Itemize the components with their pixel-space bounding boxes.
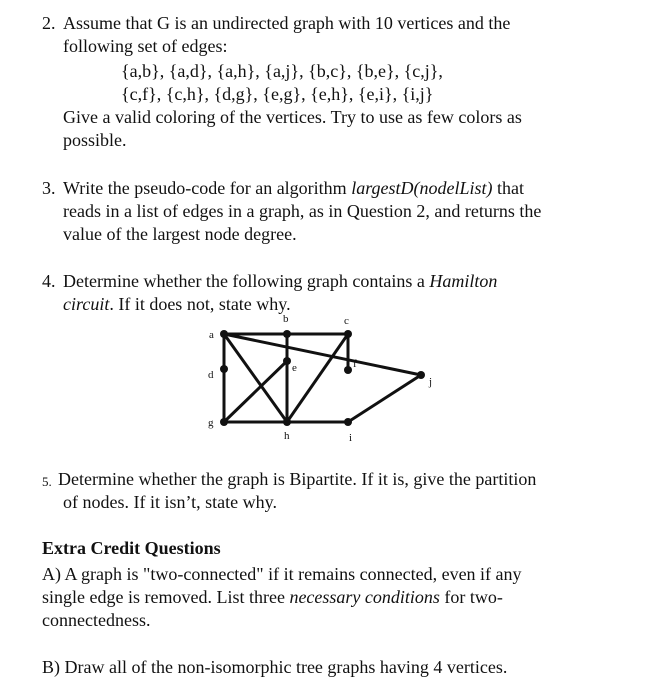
label-g: g [208,417,214,429]
edge-a-h [224,334,287,422]
label-f: f [353,358,357,370]
q2-line-1: Assume that G is an undirected graph with 10 vertices and the [63,13,511,33]
extra-a-line-3: connectedness. [42,610,151,630]
vertex-j [417,371,425,379]
graph-edges [224,334,421,422]
edge-e-g [224,361,287,422]
q5-line-1: Determine whether the graph is Bipartite. If it is, give the partition [58,469,537,489]
vertex-a [220,330,228,338]
label-c: c [344,315,349,327]
edge-c-h [287,334,348,422]
vertex-d [220,365,228,373]
extra-a-line-2 [42,586,503,609]
q2-line-4: possible. [63,130,127,150]
label-i: i [349,432,353,444]
q4-line-1-text: Determine whether the following graph contains a [63,271,430,291]
q3-line-3: value of the largest node degree. [63,224,297,244]
label-h: h [284,430,290,442]
extra-credit-heading: Extra Credit Questions [42,538,221,558]
q3-line-2: reads in a list of edges in a graph, as in Question 2, and returns the [63,201,542,221]
hamilton-term: Hamilton [429,271,498,291]
edge-set-line-1: {a,b}, {a,d}, {a,h}, {a,j}, {b,c}, {b,e}, {c,j}, [121,61,443,81]
q4-line-2-text: . If it does not, state why. [109,294,291,314]
q2-line-3: Give a valid coloring of the vertices. Try to use as few colors as [63,107,522,127]
q3-line-1-text: Write the pseudo-code for an algorithm [63,178,352,198]
question-3-number: 3. [42,178,56,198]
circuit-term: circuit [63,294,110,314]
vertex-b [283,330,291,338]
extra-a-line-2-tail: for two- [439,587,503,607]
vertex-e [283,357,291,365]
label-a: a [209,329,214,341]
necessary-conditions-term: necessary conditions [289,587,440,607]
q2-line-2: following set of edges: [63,36,228,56]
question-4-number: 4. [42,271,56,291]
extra-a-line-1: A) A graph is "two-connected" if it remains connected, even if any [42,564,522,584]
edge-i-j [348,375,421,422]
label-j: j [429,376,433,388]
label-b: b [283,313,289,325]
q3-line-1-tail: that [492,178,525,198]
extra-b-line-1: B) Draw all of the non-isomorphic tree graphs having 4 vertices. [42,657,508,677]
vertex-c [344,330,352,338]
vertex-h [283,418,291,426]
question-2-number: 2. [42,13,56,33]
q5-line-2: of nodes. If it isn’t, state why. [63,492,277,512]
vertex-g [220,418,228,426]
extra-a-line-2-text: single edge is removed. List three [42,587,290,607]
graph-vertices [220,330,425,426]
algorithm-name: largestD(nodelList) [351,178,493,198]
vertex-i [344,418,352,426]
edge-set-line-2: {c,f}, {c,h}, {d,g}, {e,g}, {e,h}, {e,i}, {i,j} [121,84,434,104]
question-5-number: 5. [42,474,52,489]
label-e: e [292,362,297,374]
label-d: d [208,369,214,381]
vertex-f [344,366,352,374]
